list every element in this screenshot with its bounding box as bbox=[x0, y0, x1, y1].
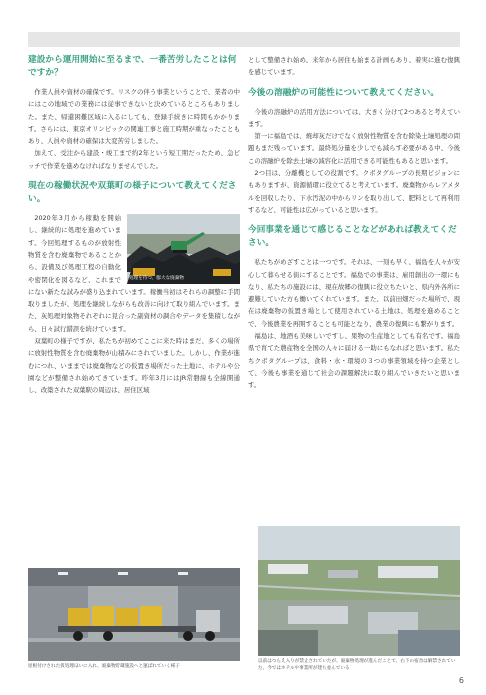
waste-pile-photo bbox=[127, 214, 240, 284]
photo-caption: 以前はつらえ入りが禁止されていたが、廃棄物処理が進んだことで、右下の宿舎は解禁されていた。今ではホテルや事業所が建ち並んでいる bbox=[258, 659, 456, 671]
warehouse-truck-photo bbox=[28, 568, 240, 661]
bottom-right-figure bbox=[258, 526, 460, 672]
paragraph: 2つ目は、分離機としての役割です。クボタグループの長期ビジョンにもありますが、資源循環に役立てると考えています。廃棄物からレアメタルを回収したり、下水汚泥の中からリンを取り出して、肥料として再利用するなど、可能性は広がっていると思います。 bbox=[248, 169, 460, 214]
section-heading-future: 今後の溶融炉の可能性について教えてください。 bbox=[248, 87, 440, 98]
inline-photo-figure bbox=[127, 214, 240, 282]
aerial-town-photo bbox=[258, 526, 460, 656]
section-heading-difficulty: 建設から運用開始に至るまで、一番苦労したことは何ですか？ bbox=[28, 55, 237, 78]
paragraph: 第一に福島では、焼却灰だけでなく放射性物質を含む除染土壌処理の問題もまだ残っています。最終処分量を少しでも減らす必要がある中、今後この溶融炉を除去土壌の減容化に活用できる可能性もあると思います。 bbox=[248, 132, 460, 165]
paragraph: 加えて、受注から建設・竣工まで約2年という短工期だったため、急ピッチで作業を進めなければなりませんでした。 bbox=[28, 149, 240, 170]
photo-caption: 処理を待つ、膨大な廃棄物 bbox=[129, 276, 184, 282]
paragraph: 福島は、地酒も美味しいですし、果物の生産地としても有名です。福島県で育てた農産物を全国の人々に届ける一助にもなればと思います。私たちクボタグループは、食料・水・環境の３つの事業領域を持つ企業として、今後も事業を通じて社会の課題解決に取り組んでいきたいと思います。 bbox=[248, 332, 460, 390]
photo-caption: 屋根付けされた仮処理ほいに入れ、廃棄物貯蔵施設へと運ばれていく様子 bbox=[28, 664, 180, 669]
paragraph: 今後の溶融炉の活用方法については、大きく分けて2つあると考えています。 bbox=[248, 107, 460, 128]
section-heading-status: 現在の稼働状況や双葉町の様子について教えてください。 bbox=[28, 181, 237, 205]
paragraph: 作業人員や資材の確保です。リスクの伴う事業ということで、業者の中にはこの地域での業務には従事できないと決めているところもありました。また、帰還困難区域に入るにしても、登録手続きに時間もかかります。さらには、東京オリンピックの関連工事と施工時期が重なったこともあり、人員や資材の確保は大変苦労しました。 bbox=[28, 88, 240, 146]
top-gray-bar bbox=[28, 32, 460, 47]
paragraph: 2020年3月から稼動を開始し、継続的に処理を進めています。今回処理するものが放射性物質を含む廃棄物であることから、設備及び処理工程の自動化や密閉化を図るなど、これまでにない新たな試みが盛り込まれています。稼働当初はそれらの調整に手間取りましたが、処理を継続しながらも改善に向けて取り組んでいます。また、灰処理対象物それぞれに見合った副資材の調合やデータを集積しながら、日々試行錯誤を続けています。 bbox=[28, 214, 240, 333]
left-column bbox=[28, 54, 240, 397]
bottom-left-figure bbox=[28, 568, 240, 670]
paragraph: 双葉町の様子ですが、私たちが初めてここに来た時はまだ、多くの場所に放射性物質を含む廃棄物が山積みにされていました。しかし、作業が進むにつれ、いままでは廃棄物などの仮置き場所だった土地に、ホテルや公園などが整備され始めてきています。昨年3月にはJR常磐線も全線開通し、改築された双葉駅の周辺は、居住区域 bbox=[28, 337, 240, 395]
right-column bbox=[248, 54, 460, 392]
paragraph: として整備され始め、来年から居住も始まる計画もあり、着実に進む復興を感じています。 bbox=[248, 56, 460, 77]
page-number: 6 bbox=[458, 676, 464, 685]
section-heading-thoughts: 今回事業を通じて感じることなどがあれば教えてください。 bbox=[248, 225, 457, 249]
paragraph: 私たちがめざすことは一つです。それは、一刻も早く、福島を人々が安心して暮らせる街にすることです。福島での事業は、雇用創出の一環にもなり、私たちの施設には、現在故郷の復興に役立ちたいと、県内外各所に避難していた方も働いてくれています。また、以前田畑だった場所で、現在は廃棄物の仮置き場として使用されている土地は、処理を進めることで、今後農業を再開することも可能となり、農業の復興にも繋がります。 bbox=[248, 258, 460, 328]
